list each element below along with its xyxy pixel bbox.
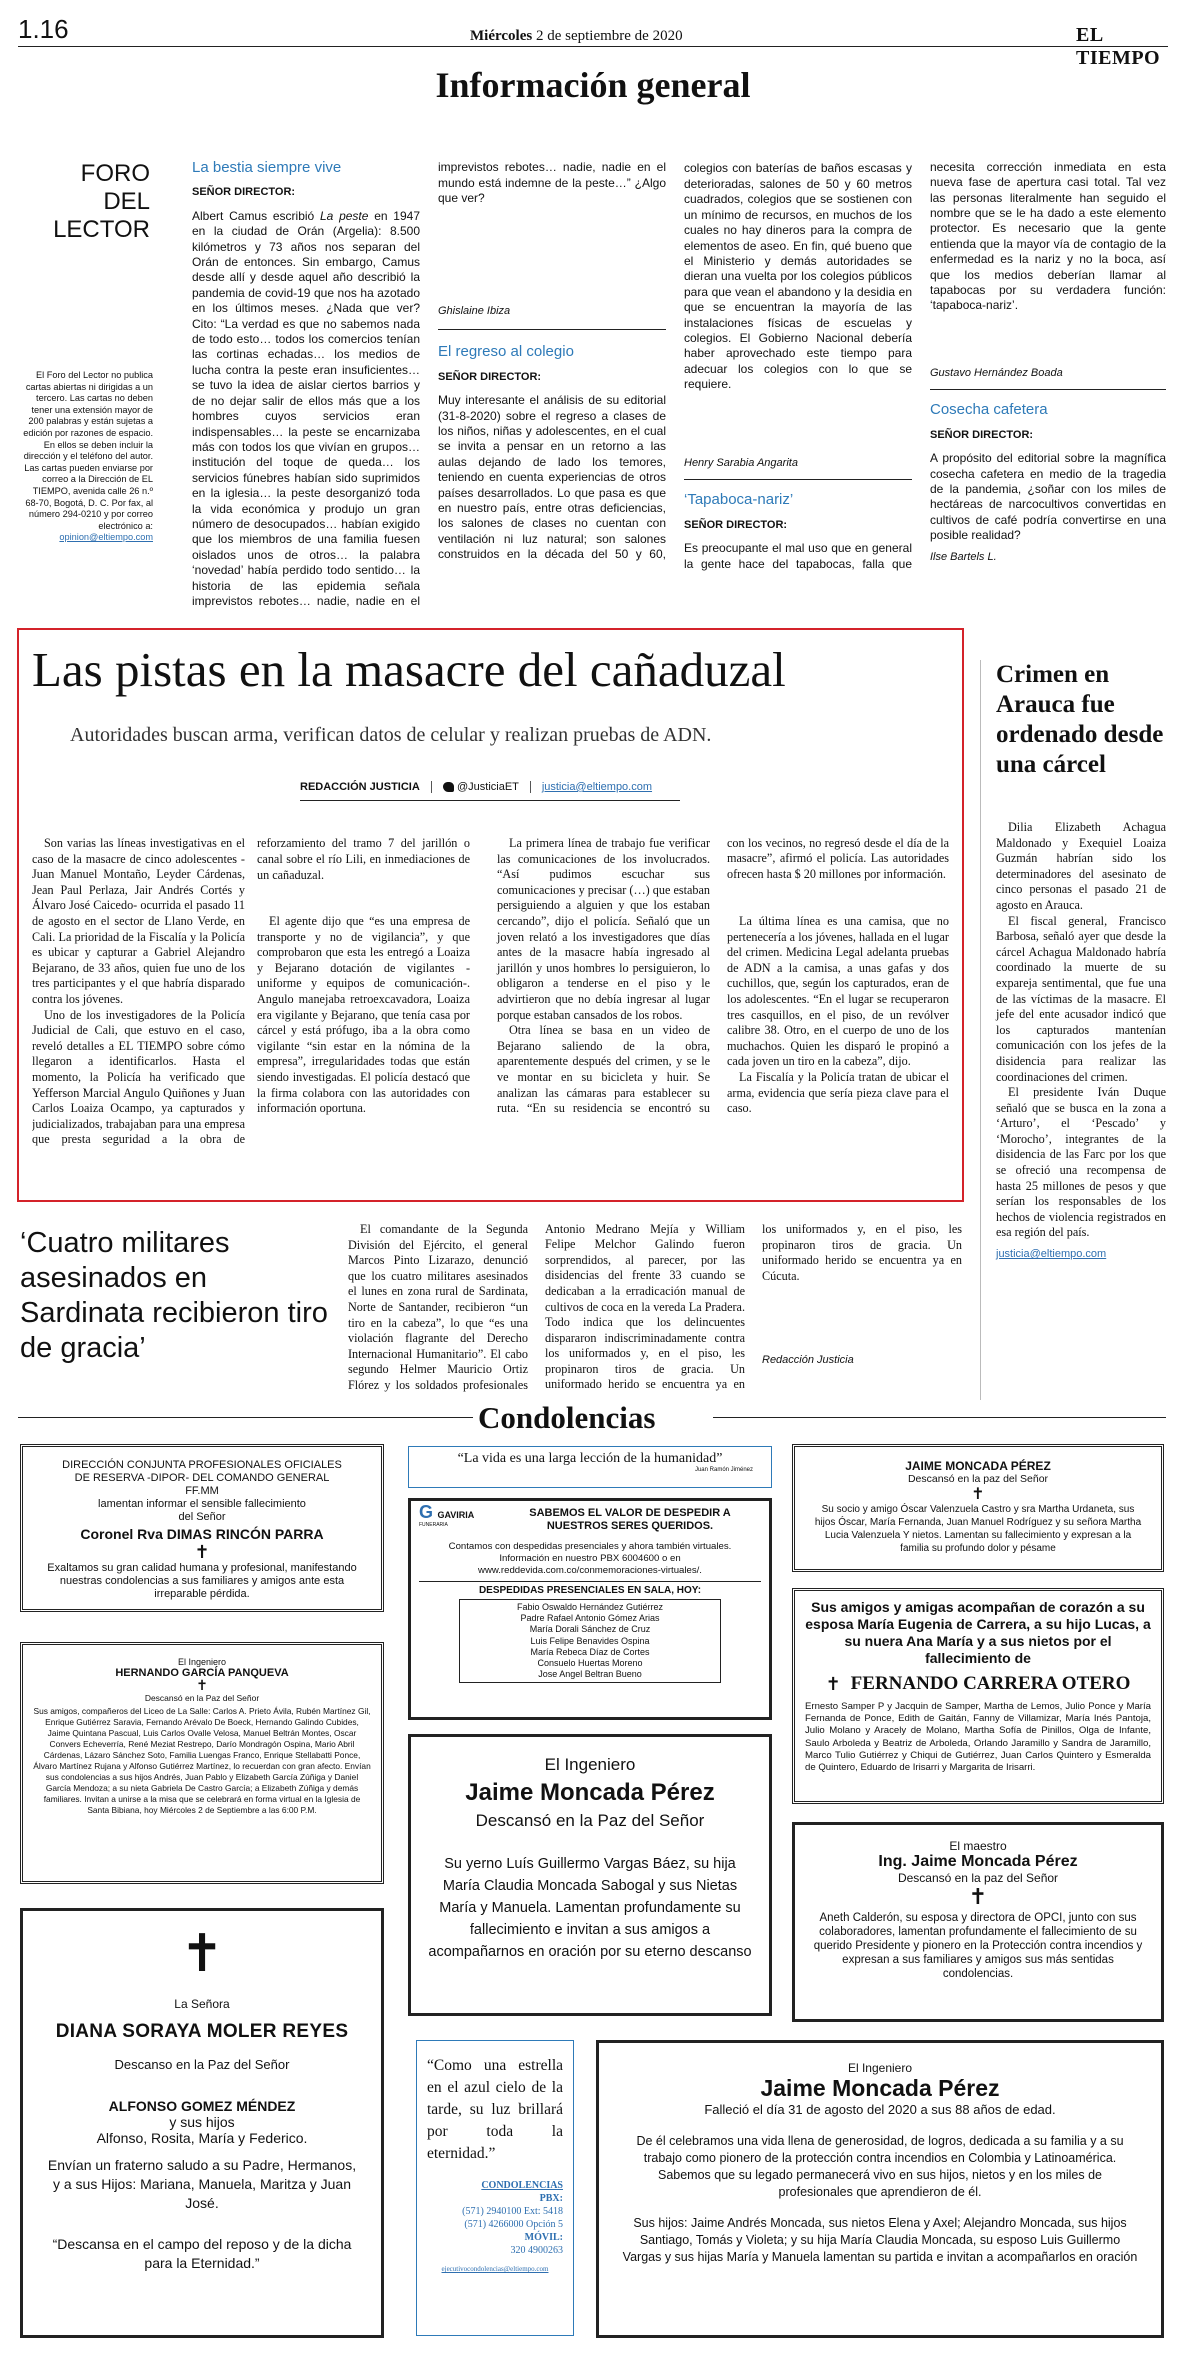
estrella-movil-label: MÓVIL: <box>524 2232 563 2243</box>
sardinata-body-a: El comandante de la Segunda División del Ejército, el general Marcos Pinto Lizarazo, denunció que los cuatro militares asesinados el lunes en zona rural de Sardinata, Norte de Santander, recibieron “un tiro en la cabeza”, lo que “es una violación flagrante del Derecho Internacional Humanitario”. El cabo segundo Helmer Mauricio Ortiz Flórez y los soldados profesionales <box>348 1222 528 1392</box>
gaviria-logo <box>419 1502 491 1530</box>
main-p7: La Fiscalía y la Policía tratan de ubicar el arma, evidencia que sería pieza clave para el caso. <box>727 1069 949 1116</box>
main-col-2 <box>257 836 470 1117</box>
sardinata-col-2 <box>545 1222 745 1394</box>
letter-1-title: La bestia siempre vive <box>192 159 342 176</box>
arauca-p2: El fiscal general, Francisco Barbosa, señaló ayer que desde la cárcel Achagua Maldonado habría coordinado la muerte de su expareja sentimental, que fue una de las víctimas de la masacre. El jefe del ente acusador indicó que los capturados mantenían comunicación con los jefes de la disidencia para realizar las coordinaciones del crimen. <box>996 913 1166 1084</box>
letter-1-book: La peste <box>319 208 369 223</box>
n3-body: Envían un fraterno saludo a su Padre, Hermanos, y a sus Hijos: Mariana, Manuela, Maritza y Juan José. <box>47 2157 357 2211</box>
main-p5-cont: con los vecinos, no regresó desde el día de la masacre”, afirmó el policía. Las autoridades ofrecen hasta $ 20 millones por información. <box>727 836 949 881</box>
date-rest: 2 de septiembre de 2020 <box>535 28 683 44</box>
letter-2-body-cont: colegios con baterías de baños escasas y deterioradas, salones de 50 y 60 metros cuadrados, colegios que se sostienen con un mínimo de recursos, en muchos de los cuales no hay dineros para la compra de elementos de aseo. En fin, qué bueno que el Ministerio y demás autoridades se dieran una vuelta por los colegios públicos para que vean el abandono y la desidia en que se encuentran la mayoría de las instalaciones físicas de escuelas y colegios. El Gobierno Nacional debería haber aprovechado este tiempo para adecuar los colegios con lo que se requiere. <box>684 161 912 392</box>
n7-status: Descansó en la paz del Señor <box>897 1871 1059 1885</box>
notice-garcia-panqueva <box>20 1642 384 1884</box>
arauca-body <box>996 820 1166 1263</box>
n3-quote: “Descansa en el campo del reposo y de la dicha para la Eternidad.” <box>52 2236 352 2271</box>
n7-pre: El maestro <box>949 1839 1007 1853</box>
letter-4-sig: Ilse Bartels L. <box>930 550 997 563</box>
n8-name: Jaime Moncada Pérez <box>760 2075 1000 2101</box>
estrella-pbx-label: PBX: <box>539 2193 563 2204</box>
gaviria-logo-sub: FUNERARIA <box>419 1522 448 1528</box>
gaviria-name: Consuelo Huertas Moreno <box>537 1658 643 1669</box>
sardinata-col-3 <box>762 1222 962 1369</box>
foro-title-line2: LECTOR <box>53 216 150 243</box>
letter-3-body-cont: necesita corrección inmediata en esta nueva fase de apertura casi total. Tal vez las personas literalmente han seguido el nombre que se le ha dado a este elemento protector. Es necesario que la gente entienda que la mayor vía de contagio de la enfermedad es la nariz y no la boca, así que los medios deberían llamar al tapabocas por su verdadera función: ‘tapaboca-nariz’. <box>930 160 1166 313</box>
main-subhead: Autoridades buscan arma, verifican datos de celular y realizan pruebas de ADN. <box>70 724 712 746</box>
estrella-movil: 320 4900263 <box>510 2245 563 2256</box>
n6-cross-icon: ✝ <box>825 1673 841 1695</box>
condolencias-title: Condolencias <box>478 1400 656 1435</box>
estrella-email-link[interactable]: ejecutivocondolencias@eltiempo.com <box>441 2265 549 2273</box>
notice-moncada-opci <box>792 1822 1164 2022</box>
n1-lament: lamentan informar el sensible fallecimiento del Señor <box>98 1498 306 1523</box>
n3-kids: Alfonso, Rosita, María y Federico. <box>96 2130 308 2146</box>
gaviria-list <box>459 1599 721 1683</box>
main-byline-bar <box>300 781 652 793</box>
n3-pre: La Señora <box>174 1997 230 2011</box>
notice-moler-reyes <box>20 1908 384 2338</box>
n1-org: DIRECCIÓN CONJUNTA PROFESIONALES OFICIALES DE RESERVA -DIPOR- DEL COMANDO GENERAL FF.MM <box>62 1459 342 1497</box>
n4-body: Su yerno Luís Guillermo Vargas Báez, su hija María Claudia Moncada Sabogal y sus Nietas María y Manuela. Lamentan profundamente su fallecimiento e invitan a sus amigos a acompañarnos en oración por su eterno descanso <box>428 1856 752 1960</box>
sardinata-sig: Redacción Justicia <box>762 1354 854 1366</box>
arauca-p3: El presidente Iván Duque señaló que se busca en la zona a ‘Arturo’, el ‘Pescado’ y ‘Morocho’, integrantes de la disidencia de las Farc por los que se ofreció una recompensa de hasta 25 millones de pesos y que serían los responsables de los hechos de violencia registrados en esa región del país. <box>996 1085 1166 1240</box>
main-p1: Son varias las líneas investigativas en el caso de la masacre de cinco adolescentes -Juan Manuel Montaño, Leyder Cárdenas, Jean Paul Perlaza, Jair Andrés Cortés y Álvaro José Caicedo- ocurrida el pasado 11 de agosto en el sector de Llano Verde, en Cali. La prioridad de la Fiscalía y la Policía es ubicar y capturar a Gabriel Alejandro Bejarano, de 33 años, quien fue uno de los tres participantes y el que habría disparado contra los jóvenes. <box>32 836 245 1006</box>
n4-name: Jaime Moncada Pérez <box>465 1779 715 1806</box>
gaviria-name: María Rebeca Díaz de Cortes <box>530 1646 650 1657</box>
estrella-pbx2: (571) 4266000 Opción 5 <box>464 2219 563 2230</box>
n8-p2: Sus hijos: Jaime Andrés Moncada, sus nietos Elena y Axel; Alejandro Moncada, sus hijos Santiago, Tomás y Violeta; y su hija María Claudia Moncada, su esposo Luis Guillermo Vargas y sus hijas María y Manuela lamentan su partida e invitan a acompañarlos en oración <box>622 2216 1138 2264</box>
main-twitter[interactable]: @JusticiaET <box>456 781 519 793</box>
estrella-pbx1: (571) 2940100 Ext: 5418 <box>462 2206 563 2217</box>
arauca-p1: Dilia Elizabeth Achagua Maldonado y Exequiel Loaiza Guzmán habrían sido los determinadores del asesinato de cinco personas el pasado 21 de agosto en Arauca. <box>996 820 1166 912</box>
main-col-1 <box>32 836 245 1148</box>
letter-2-dir: SEÑOR DIRECTOR: <box>438 370 542 383</box>
n8-p1: De él celebramos una vida llena de generosidad, de logros, dedicada a su familia y a su trabajo como pionero de la protección contra incendios en Colombia y Latinoamérica. Sabemos que su legado permanecerá vivo en sus hijos, nietos y en los miles de profesionales que aprendieron de él. <box>636 2134 1124 2199</box>
letter-4-title: Cosecha cafetera <box>930 401 1048 419</box>
date-day: Miércoles <box>470 28 533 44</box>
n6-name: FERNANDO CARRERA OTERO <box>850 1673 1131 1694</box>
quote-box <box>408 1446 772 1488</box>
n7-body: Aneth Calderón, su esposa y directora de OPCI, junto con sus colaboradores, lamentan profundamente el fallecimiento de su querido Presidente y pionero en la Protección contra incendios y expresan a sus familiares y amigos sus más sentidas condolencias. <box>813 1912 1143 1980</box>
main-p2-cont: reforzamiento del tramo 7 del jarillón o canal sobre el río Lili, en inmediaciones de un cañaduzal. <box>257 836 470 882</box>
n4-pre: El Ingeniero <box>544 1755 636 1774</box>
n5-body: Su socio y amigo Óscar Valenzuela Castro y sra Martha Urdaneta, sus hijos Óscar, María Fernanda, Juan Manuel Rodríguez y su señora Martha Lucia Valenzuela Y nietos. Lamentan su fallecimiento y expresan a la familia su profundo dolor y pésame <box>814 1504 1142 1554</box>
gaviria-text: Contamos con despedidas presenciales y ahora también virtuales. Información en nuestro PBX 6004600 o en www.reddevida.com.co/conmemoraciones-virtuales/. <box>448 1541 732 1576</box>
dateline <box>470 28 683 45</box>
gaviria-heading: SABEMOS EL VALOR DE DESPEDIR A NUESTROS SERES QUERIDOS. <box>529 1507 731 1532</box>
sardinata-body-c: los uniformados y, en el piso, les propinaron tiros de gracia. Un uniformado herido se encuentra ya en Cúcuta. <box>762 1222 962 1284</box>
n3-and: y sus hijos <box>169 2114 235 2130</box>
letter-2-body: Muy interesante el análisis de su editorial (31-8-2020) sobre el regreso a clases de los niños, niñas y adolescentes, en el cual se invita a pensar en un retorno a las aulas dejando de lado los temores, teniendo en cuenta experiencias de otros países desarrollados. Lo que pasa es que en nuestro país, entre otras deficiencias, los salones de clases no cuentan con ventilación ni luz natural; son salones construidos en la década del 50 y 60, <box>438 393 666 562</box>
letters-col-4 <box>930 160 1166 565</box>
n4-status: Descansó en la Paz del Señor <box>475 1811 705 1830</box>
gaviria-name: María Dorali Sánchez de Cruz <box>529 1624 651 1635</box>
n1-name: Coronel Rva DIMAS RINCÓN PARRA <box>80 1526 324 1542</box>
letter-2-title: El regreso al colegio <box>438 343 574 361</box>
gaviria-name: Jose Angel Beltran Bueno <box>538 1669 642 1680</box>
notice-moncada-vargas <box>408 1734 772 2016</box>
newspaper-logo: EL TIEMPO <box>1076 24 1161 69</box>
foro-title-line1: FORO DEL <box>80 160 150 215</box>
main-p2: Uno de los investigadores de la Policía Judicial de Cali, que estuvo en el caso, reveló detalles a EL TIEMPO sobre cómo llegaron a identificarlos. Hasta el momento, la Policía ha verificado que Yefferson Marcial Angulo Quiñones y Juan Carlos Loaiza Ocampo, ya capturados y judicializados, trabajaban para una empresa que presta seguridad a la obra de <box>32 1007 245 1147</box>
notice-carrera-otero <box>792 1588 1164 1804</box>
n3-status: Descanso en la Paz del Señor <box>114 2057 290 2072</box>
letter-3-sig: Gustavo Hernández Boada <box>930 367 1063 379</box>
main-p3: El agente dijo que “es una empresa de transporte y no de vigilancia”, y que comprobaron que esta les entregó a Loaiza y Bejarano dotación de vigilantes -uniforme y equipos de comunicación-. Angulo manejaba retroexcavadora, Loaiza era vigilante y Bejarano, que tenía casa por cárcel y está prófugo, iba a la obra como vigilante “sin estar en la nómina de la empresa”, irregularidades todas que están siendo investigadas. El policía destacó que la firma colabora con las autoridades con información oportuna. <box>257 914 470 1116</box>
n2-name: HERNANDO GARCÍA PANQUEVA <box>115 1667 289 1679</box>
foro-email-link[interactable]: opinion@eltiempo.com <box>59 532 153 543</box>
n5-name: JAIME MONCADA PÉREZ <box>905 1459 1051 1473</box>
n6-body: Ernesto Samper P y Jacquin de Samper, Martha de Lemos, Julio Ponce y María Fernanda de Ponce, Edith de Gaitán, Fanny de Villamizar, María Inés Pantoja, Julio Molano y Aracely de Molano, Martha Sofía de Pinillos, Olga de Infante, Saulo Arboleda y Beatriz de Arboleda, Orlando Jaramillo y Sandra de Jaramillo, Marco Tulio Gutiérrez y Chiqui de Gutiérrez, Juan Carlos Quintero y Esmeralda de Quintero, Eduardo de Irisarri y Margarita de Irisarri. <box>805 1701 1151 1774</box>
main-headline: Las pistas en la masacre del cañaduzal <box>32 642 786 697</box>
gaviria-name: Luis Felipe Benavides Ospina <box>530 1635 650 1646</box>
letters-col-3 <box>684 160 912 572</box>
foro-title <box>40 160 150 244</box>
quote-text: “La vida es una larga lección de la humanidad” <box>457 1451 723 1466</box>
n2-cross-icon: ✝ <box>196 1678 208 1694</box>
n2-pre: El Ingeniero <box>177 1657 227 1667</box>
section-title: Información general <box>435 65 751 105</box>
n1-cross-icon: ✝ <box>194 1542 210 1563</box>
foro-notice <box>18 370 153 544</box>
n1-body: Exaltamos su gran calidad humana y profesional, manifestando nuestras condolencias a sus familiares y amigos ante esta irreparable pérdida. <box>47 1562 357 1600</box>
n2-status: Descansó en la Paz del Señor <box>144 1693 260 1703</box>
estrella-label: CONDOLENCIAS <box>481 2180 563 2191</box>
n7-name: Ing. Jaime Moncada Pérez <box>878 1853 1078 1870</box>
notice-moncada-familia <box>596 2040 1164 2338</box>
main-col-3 <box>497 836 710 1117</box>
gaviria-logo-icon: G <box>419 1502 434 1522</box>
main-col-4 <box>727 836 949 1117</box>
notice-moncada-valenzuela <box>792 1444 1164 1572</box>
letter-4-body: A propósito del editorial sobre la magnífica cosecha cafetera en medio de la tragedia de la pandemia, ¿soñar con los miles de hectáreas de narcocultivos convertidas en cultivos de café podría convertirse en una posible realidad? <box>930 451 1166 543</box>
n6-intro: Sus amigos y amigas acompañan de corazón a su esposa María Eugenia de Carrera, a su hijo Lucas, a su nuera Ana María y a sus nietos por el fallecimiento de <box>805 1599 1151 1666</box>
n3-name: DIANA SORAYA MOLER REYES <box>55 2021 349 2042</box>
gaviria-name: Fabio Oswaldo Hernández Gutiérrez <box>516 1602 664 1612</box>
arauca-headline: Crimen en Arauca fue ordenado desde una cárcel <box>996 661 1164 778</box>
main-byline: REDACCIÓN JUSTICIA <box>300 781 420 793</box>
n5-status: Descansó en la paz del Señor <box>907 1473 1049 1485</box>
main-p6: La última línea es una camisa, que no pertenecería a los jóvenes, hallada en el lugar del crimen. Medicina Legal adelanta pruebas de ADN a la camisa, a unas gafas y dos cuchillos, que, según los capturados, eran de los adolescentes. “En el lugar se recuperaron tres casquillos, en el piso, de un revólver calibre 38. Otro, en el cuerpo de uno de los muchachos. Quien les disparó le propinó a cada joven un tiro en la cabeza”, dijo. <box>727 914 949 1069</box>
gaviria-name: Padre Rafael Antonio Gómez Arias <box>520 1613 660 1624</box>
sardinata-body-b: Antonio Medrano Mejía y William Felipe Melchor Galindo fueron sorprendidos, al parecer, por las disidencias del frente 33 cuando se dedicaban a la erradicación manual de cultivos de coca en la vereda La Pradera. Todo indica que los delincuentes dispararon indiscriminadamente contra los uniformados y, en el piso, les propinaron tiros de gracia. Un uniformado herido se encuentra ya en <box>545 1222 745 1392</box>
estrella-box <box>416 2040 574 2336</box>
letter-3-body: Es preocupante el mal uso que en general la gente hace del tapabocas, falla que <box>684 541 912 571</box>
letters-col-1 <box>192 160 420 609</box>
letter-3-dir: SEÑOR DIRECTOR: <box>684 518 788 531</box>
page-number: 1.16 <box>18 14 69 44</box>
letter-4-dir: SEÑOR DIRECTOR: <box>930 428 1034 441</box>
notice-dipor <box>20 1444 384 1612</box>
gaviria-list-title: DESPEDIDAS PRESENCIALES EN SALA, HOY: <box>419 1581 761 1596</box>
n8-pre: El Ingeniero <box>847 2061 913 2075</box>
main-p4: La primera línea de trabajo fue verificar las comunicaciones de los involucrados. “Así pudimos escuchar sus comunicaciones y precisar (…) que estaban persiguiendo a alguien y que los estaban cercando”, dijo el policía. Señaló que un joven relató a los investigadores que días antes de la masacre había ingresado al jarillón y unos hombres lo persiguieron, lo obligaron a tenderse en el piso y le advirtieron que no debía ingresar al lugar porque estaban cansados de los robos. <box>497 836 710 1022</box>
letter-1-sig: Ghislaine Ibiza <box>438 305 511 317</box>
n3-widower: ALFONSO GOMEZ MÉNDEZ <box>108 2098 296 2114</box>
quote-author: Juan Ramón Jiménez <box>694 1467 753 1473</box>
letter-3-title: ‘Tapaboca-nariz’ <box>684 491 794 509</box>
letters-col-2 <box>438 160 666 561</box>
estrella-quote: “Como una estrella en el azul cielo de la tarde, su luz brillará por toda la eternidad.” <box>427 2057 563 2162</box>
letter-1-dir: SEÑOR DIRECTOR: <box>192 186 296 199</box>
sardinata-col-1 <box>348 1222 528 1394</box>
arauca-email-link[interactable]: justicia@eltiempo.com <box>996 1248 1107 1261</box>
n3-cross-icon: ✝ <box>180 1924 224 1984</box>
foro-notice-text: El Foro del Lector no publica cartas abiertas ni dirigidas a un tercero. Las cartas no deben tener una extensión mayor de 200 palabras y están sujetas a edición por razones de espacio. En ellos se deben incluir la dirección y el teléfono del autor. Las cartas pueden enviarse por correo a la Dirección de EL TIEMPO, avenida calle 26 n.º 68-70, Bogotá, D. C. Por fax, al número 294-0210 y por correo electrónico a: <box>23 370 153 531</box>
n2-body: Sus amigos, compañeros del Liceo de La Salle: Carlos A. Prieto Ávila, Rubén Martínez Gil, Enrique Gutiérrez Saravia, Fernando Arévalo De Boeck, Hernando Galindo Cubides, Jaime Quintana Pascual, Luis Carlos Ovalle Velosa, Manuel Beltrán Montes, Oscar Convers Echeverría, René Meziat Restrepo, Darío Mondragón Ospina, Mario Abril Cárdenas, Lázaro Sánchez Soto, Familia Luengas Franco, Enrique Stellabatti Ponce, Álvaro Martínez Rujana y Alfonso Gutiérrez Martínez, lo recuerdan con gran afecto. Envían sus condolencias a sus hijos Andrés, Juan Pablo y Elizabeth García Zúñiga y Daniel García Mendoza; a su nieta Gabriela De Castro García; a Elizabeth Zúñiga y demás familiares. Invitan a unirse a la misa que se celebrará en forma virtual en la Iglesia de Santa Bibiana, hoy Miércoles 2 de Septiembre a las 6:00 P.M. <box>33 1706 371 1815</box>
main-email-link[interactable]: justicia@eltiempo.com <box>541 781 653 793</box>
letter-1-body-a: Albert Camus escribió La peste en 1947 en la ciudad de Orán (Argelia): 8.500 kilómetros y 73 años nos separan del Orán de entonces. Sin embargo, Camus desde allí y desde aquel año describió la pandemia de covid-19 que nos ha azotado en los últimos meses. ¿Nada que ver? Cito: “La verdad es que no sabemos nada de todo esto… todos los comercios tenían las cortinas echadas… los medios de lucha contra la peste eran insuficientes… se tuvo la idea de aislar ciertos barrios y de no dejar salir de ellos más que a los hombres cuyos servicios eran indispensables… la peste se encarnizaba más con todos los que vivían en grupos… institución del toque de queda… los servicios fúnebres habían sido suprimidos en la iglesia… la peste desorganizó toda la vida económica y produjo un gran número de desocupados… habían exigido que los miembros de una familia fuesen oislados unos de otros… la palabra ‘novedad’ había perdido todo sentido… la historia de las epidemia señala imprevistos rebotes… nadie, nadie en el <box>192 208 420 608</box>
gaviria-ad <box>408 1498 772 1720</box>
n6-name-row <box>805 1673 1151 1695</box>
gaviria-logo-text: GAVIRIA <box>437 1510 475 1520</box>
n7-cross-icon: ✝ <box>968 1885 988 1910</box>
sardinata-headline: ‘Cuatro militares asesinados en Sardinata recibieron tiro de gracia’ <box>20 1227 328 1364</box>
n8-status: Falleció el día 31 de agosto del 2020 a sus 88 años de edad. <box>704 2102 1056 2117</box>
main-p5: Otra línea se basa en un video de Bejarano saliendo de la obra, aparentemente después del crimen, y se le ve montar en su bicicleta y huir. Se analizan las cámaras para establecer su ruta. “En su residencia se encontró su <box>497 1023 710 1116</box>
twitter-icon <box>443 782 454 792</box>
n5-cross-icon: ✝ <box>971 1484 985 1503</box>
letter-2-sig: Henry Sarabia Angarita <box>684 457 798 469</box>
header-rule <box>18 46 1168 47</box>
letter-1-body-cont: imprevistos rebotes… nadie, nadie en el mundo está indemne de la peste…” ¿Algo que ver? <box>438 160 666 205</box>
